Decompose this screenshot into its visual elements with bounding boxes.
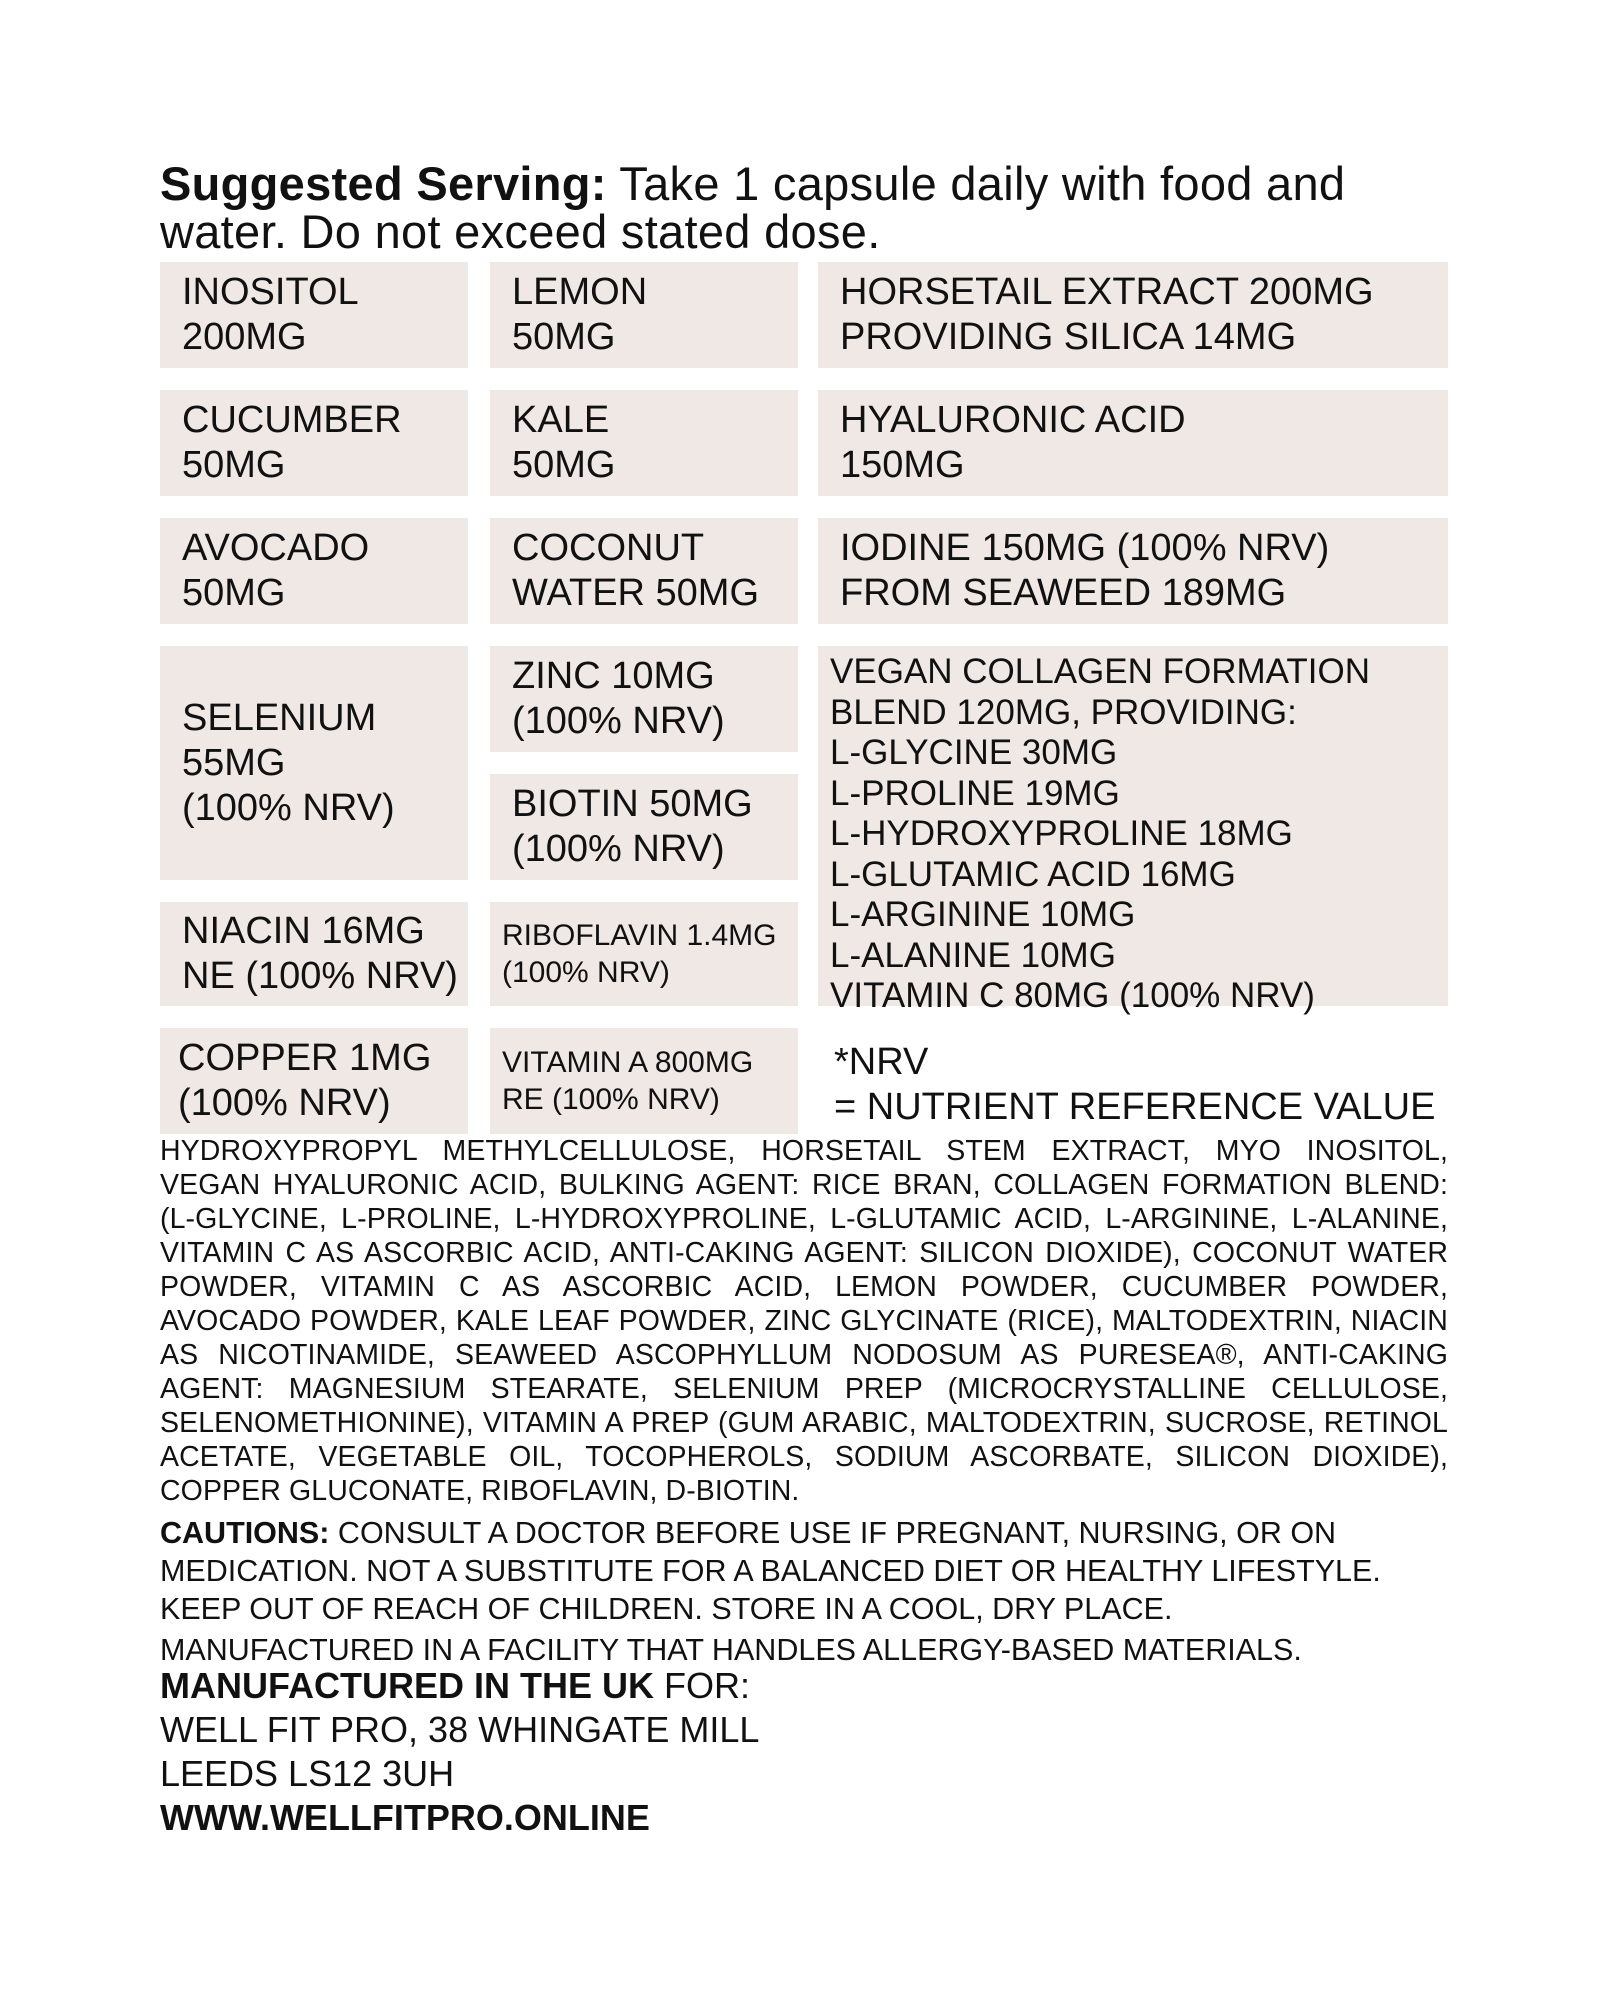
cell-line: HORSETAIL EXTRACT 200MG: [840, 271, 1374, 313]
cell-line: (100% NRV): [178, 1082, 391, 1124]
cell-vitamin-a: [490, 1028, 798, 1134]
cell-line: (100% NRV): [182, 786, 395, 829]
manufacturer-address: [160, 1664, 1460, 1840]
cell-line: IODINE 150MG (100% NRV): [840, 527, 1330, 569]
cell-line: BIOTIN 50MG: [512, 783, 753, 825]
ingredients-list: HYDROXYPROPYL METHYLCELLULOSE, HORSETAIL STEM EXTRACT, MYO INOSITOL, VEGAN HYALURONIC ACID, BULKING AGENT: RICE BRAN, COLLAGEN FORMATION BLEND: (L-GLYCINE, L-PROLINE, L-HYDROXYPROLINE, L-GLUTAMIC ACID, L-ARGININE, L-ALANINE, VITAMIN C AS ASCORBIC ACID, ANTI-CAKING AGENT: SILICON DIOXIDE), COCONUT WATER POWDER, VITAMIN C AS ASCORBIC ACID, LEMON POWDER, CUCUMBER POWDER, AVOCADO POWDER, KALE LEAF POWDER, ZINC GLYCINATE (RICE), MALTODEXTRIN, NIACIN AS NICOTINAMIDE, SEAWEED ASCOPHYLLUM NODOSUM AS PURESEA®, ANTI-CAKING AGENT: MAGNESIUM STEARATE, SELENIUM PREP (MICROCRYSTALLINE CELLULOSE, SELENOMETHIONINE), VITAMIN A PREP (GUM ARABIC, MALTODEXTRIN, SUCROSE, RETINOL ACETATE, VEGETABLE OIL, TOCOPHEROLS, SODIUM ASCORBATE, SILICON DIOXIDE), COPPER GLUCONATE, RIBOFLAVIN, D-BIOTIN.: [160, 1135, 1448, 1507]
blend-line: VITAMIN C 80MG (100% NRV): [830, 976, 1315, 1015]
cell-coconut-water: [490, 518, 798, 624]
nrv-line: = NUTRIENT REFERENCE VALUE: [834, 1086, 1436, 1128]
address-line-2: LEEDS LS12 3UH: [160, 1753, 455, 1794]
blend-line: L-GLYCINE 30MG: [830, 733, 1118, 772]
cell-hyaluronic-acid: [818, 390, 1448, 496]
manufacturer-suffix: FOR:: [653, 1665, 750, 1706]
cell-line: COPPER 1MG: [178, 1037, 432, 1079]
cell-line: 50MG: [182, 444, 286, 486]
facility-statement: MANUFACTURED IN A FACILITY THAT HANDLES ALLERGY-BASED MATERIALS.: [160, 1633, 1302, 1667]
cell-line: RE (100% NRV): [502, 1083, 720, 1116]
cell-line: WATER 50MG: [512, 572, 760, 614]
cell-horsetail: [818, 262, 1448, 368]
cell-collagen-blend: [818, 646, 1448, 1015]
website: [160, 1796, 1460, 1840]
address-line-1: WELL FIT PRO, 38 WHINGATE MILL: [160, 1709, 760, 1750]
cell-line: PROVIDING SILICA 14MG: [840, 316, 1297, 358]
cell-iodine: [818, 518, 1448, 624]
cell-selenium: [160, 646, 468, 880]
cell-line: (100% NRV): [512, 700, 725, 742]
cautions-label: CAUTIONS:: [160, 1516, 330, 1550]
cell-lemon: [490, 262, 798, 368]
cell-line: FROM SEAWEED 189MG: [840, 572, 1287, 614]
cell-line: RIBOFLAVIN 1.4MG: [502, 919, 777, 952]
cell-biotin: [490, 774, 798, 880]
cell-line: 200MG: [182, 316, 307, 358]
cautions-text: CONSULT A DOCTOR BEFORE USE IF PREGNANT, NURSING, OR ON MEDICATION. NOT A SUBSTITUTE FOR A BALANCED DIET OR HEALTHY LIFESTYLE. KEEP OUT OF REACH OF CHILDREN. STORE IN A COOL, DRY PLACE.: [160, 1516, 1381, 1626]
cell-line: 55MG: [182, 741, 286, 784]
cell-line: LEMON: [512, 271, 648, 313]
cell-line: CUCUMBER: [182, 399, 402, 441]
cell-line: HYALURONIC ACID: [840, 399, 1186, 441]
cell-riboflavin: [490, 902, 798, 1006]
blend-line: L-PROLINE 19MG: [830, 773, 1120, 813]
manufacturer-heading: [160, 1664, 1460, 1708]
cell-line: ZINC 10MG: [512, 655, 715, 697]
blend-line: BLEND 120MG, PROVIDING:: [830, 692, 1297, 732]
serving-text: Take 1 capsule daily with food and water. Do not exceed stated dose.: [160, 157, 1346, 258]
cell-line: INOSITOL: [182, 271, 359, 313]
cell-line: KALE: [512, 399, 610, 441]
cell-line: NIACIN 16MG: [182, 910, 425, 952]
blend-line: VEGAN COLLAGEN FORMATION: [830, 652, 1370, 691]
website-text: WWW.WELLFITPRO.ONLINE: [160, 1797, 650, 1838]
cell-kale: [490, 390, 798, 496]
serving-label: Suggested Serving:: [160, 157, 607, 210]
cell-avocado: [160, 518, 468, 624]
cautions: [160, 1514, 1460, 1628]
suggested-serving: [160, 157, 1460, 258]
cell-line: AVOCADO: [182, 527, 370, 569]
blend-line: L-ALANINE 10MG: [830, 935, 1116, 975]
cell-line: NE (100% NRV): [182, 955, 458, 997]
cell-copper: [160, 1028, 468, 1134]
cell-line: VITAMIN A 800MG: [502, 1046, 754, 1079]
cell-line: SELENIUM: [182, 696, 377, 739]
blend-line: L-GLUTAMIC ACID 16MG: [830, 854, 1236, 894]
cell-line: COCONUT: [512, 527, 705, 569]
nrv-line: *NRV: [834, 1041, 929, 1083]
cell-line: 50MG: [512, 444, 616, 486]
cell-line: (100% NRV): [512, 828, 725, 870]
cell-inositol: [160, 262, 468, 368]
nrv-note: [834, 1040, 1435, 1130]
cell-line: 150MG: [840, 444, 965, 486]
cell-line: 50MG: [512, 316, 616, 358]
blend-line: L-HYDROXYPROLINE 18MG: [830, 814, 1293, 853]
cell-line: (100% NRV): [502, 956, 670, 989]
blend-line: L-ARGININE 10MG: [830, 895, 1136, 934]
cell-line: 50MG: [182, 572, 286, 614]
cell-cucumber: [160, 390, 468, 496]
manufacturer-label: MANUFACTURED IN THE UK: [160, 1665, 654, 1706]
cell-zinc: [490, 646, 798, 752]
cell-niacin: [160, 902, 468, 1006]
